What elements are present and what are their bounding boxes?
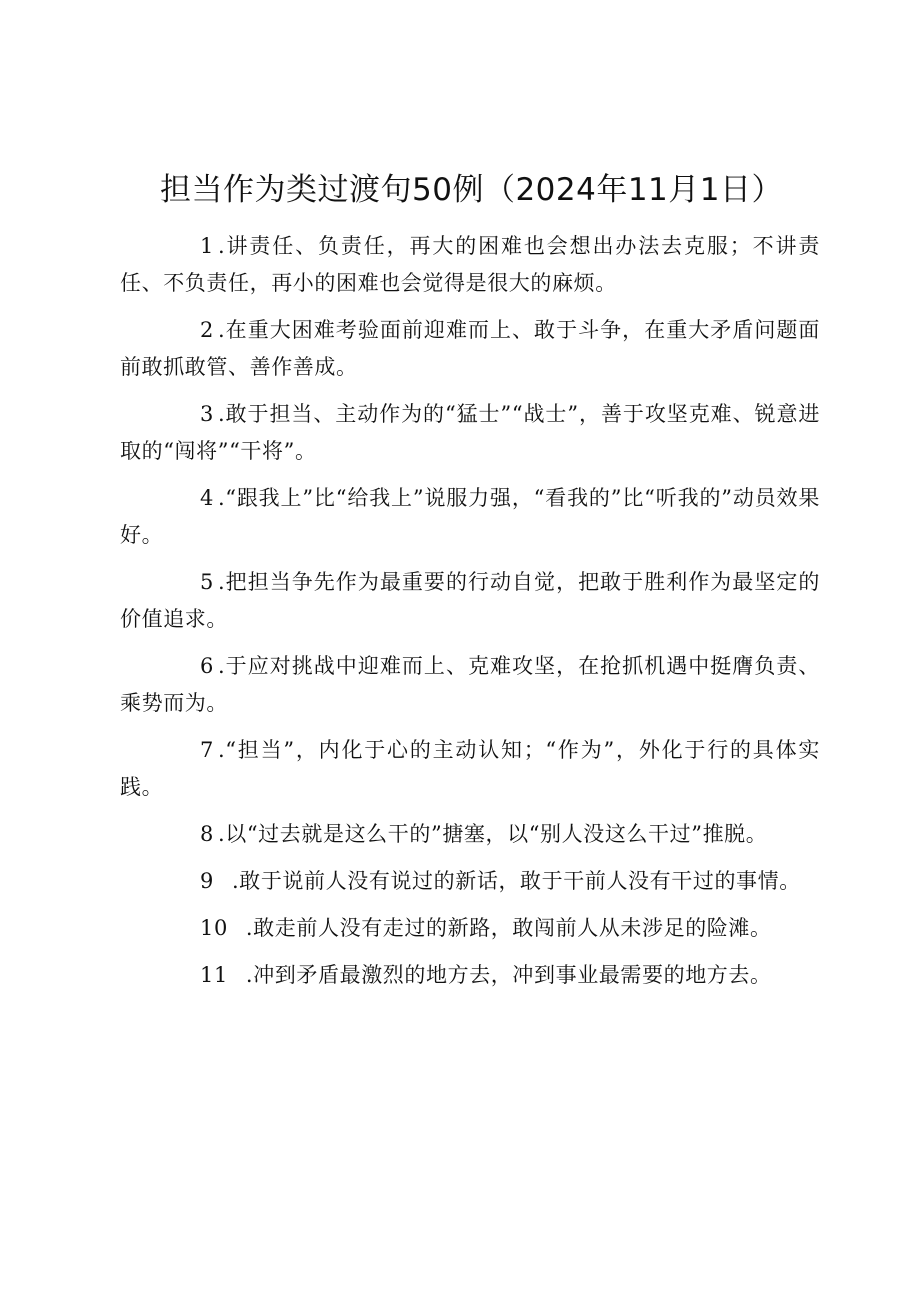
item-text: .敢于说前人没有说过的新话，敢于干前人没有干过的事情。 bbox=[231, 869, 801, 893]
item-number: 5 bbox=[200, 570, 214, 594]
item-number: 1 bbox=[200, 234, 214, 258]
list-item bbox=[120, 648, 820, 722]
item-number: 9 bbox=[200, 869, 214, 893]
item-text: .以“过去就是这么干的”搪塞，以“别人没这么干过”推脱。 bbox=[217, 822, 768, 846]
item-text: .冲到矛盾最激烈的地方去，冲到事业最需要的地方去。 bbox=[245, 963, 772, 987]
item-number: 10 bbox=[200, 916, 228, 940]
item-number: 4 bbox=[200, 486, 214, 510]
list-item bbox=[120, 312, 820, 386]
list-item bbox=[120, 863, 820, 900]
item-text: .于应对挑战中迎难而上、克难攻坚，在抢抓机遇中挺膺负责、乘势而为。 bbox=[120, 654, 820, 715]
item-text: .敢于担当、主动作为的“猛士”“战士”，善于攻坚克难、锐意进取的“闯将”“干将”。 bbox=[120, 402, 820, 463]
item-text: .“担当”，内化于心的主动认知；“作为”，外化于行的具体实践。 bbox=[120, 738, 820, 799]
item-text: .敢走前人没有走过的新路，敢闯前人从未涉足的险滩。 bbox=[245, 916, 772, 940]
item-number: 2 bbox=[200, 318, 214, 342]
item-number: 7 bbox=[200, 738, 214, 762]
item-text: .讲责任、负责任，再大的困难也会想出办法去克服；不讲责任、不负责任，再小的困难也会觉得是很大的麻烦。 bbox=[120, 234, 820, 295]
list-item bbox=[120, 228, 820, 302]
page-title: 担当作为类过渡句50例（2024年11月1日） bbox=[160, 172, 784, 208]
item-text: .把担当争先作为最重要的行动自觉，把敢于胜利作为最坚定的价值追求。 bbox=[120, 570, 820, 631]
item-number: 11 bbox=[200, 963, 228, 987]
list-item bbox=[120, 957, 820, 994]
list-item bbox=[120, 816, 820, 853]
item-number: 3 bbox=[200, 402, 214, 426]
item-text: .在重大困难考验面前迎难而上、敢于斗争，在重大矛盾问题面前敢抓敢管、善作善成。 bbox=[120, 318, 820, 379]
list-item bbox=[120, 564, 820, 638]
list-item bbox=[120, 732, 820, 806]
item-text: .“跟我上”比“给我上”说服力强，“看我的”比“听我的”动员效果好。 bbox=[120, 486, 820, 547]
list-item bbox=[120, 480, 820, 554]
list-item bbox=[120, 910, 820, 947]
item-list bbox=[120, 228, 820, 1004]
list-item bbox=[120, 396, 820, 470]
item-number: 6 bbox=[200, 654, 214, 678]
item-number: 8 bbox=[200, 822, 214, 846]
